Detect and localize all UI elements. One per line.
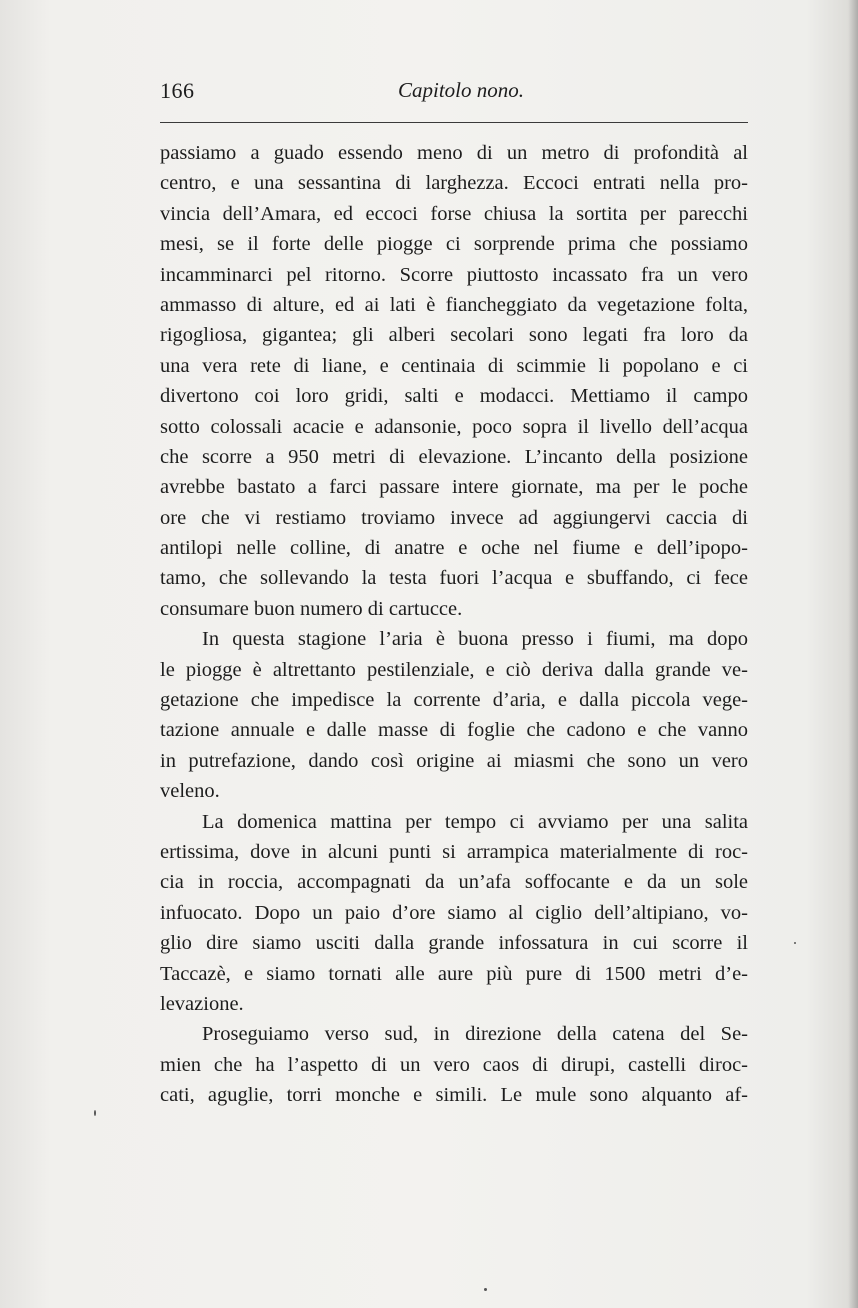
text-line: tamo, che sollevando la testa fuori l’acqua e sbuffando, ci fece <box>160 567 748 590</box>
text-line: infuocato. Dopo un paio d’ore siamo al ciglio dell’altipiano, vo- <box>160 901 748 924</box>
text-line: ertissima, dove in alcuni punti si arrampica materialmente di roc- <box>160 840 748 863</box>
text-line: glio dire siamo usciti dalla grande infossatura in cui scorre il <box>160 932 748 955</box>
text-line: mesi, se il forte delle piogge ci sorprende prima che possiamo <box>160 233 748 256</box>
text-line: consumare buon numero di cartucce. <box>160 597 463 620</box>
text-line: passiamo a guado essendo meno di un metro di profondità al <box>160 142 748 164</box>
text-line: le piogge è altrettanto pestilenziale, e ciò deriva dalla grande ve- <box>160 658 748 681</box>
text-line: cia in roccia, accompagnati da un’afa soffocante e da un sole <box>160 871 748 894</box>
paper-speck <box>94 1110 96 1116</box>
text-line: mien che ha l’aspetto di un vero caos di dirupi, castelli diroc- <box>160 1053 748 1076</box>
text-line: divertono coi loro gridi, salti e modacci. Mettiamo il campo <box>160 385 748 408</box>
text-line: rigogliosa, gigantea; gli alberi secolari sono legati fra loro da <box>160 324 748 347</box>
text-line: centro, e una sessantina di larghezza. Eccoci entrati nella pro- <box>160 172 748 195</box>
page-header <box>160 78 748 108</box>
paper-speck <box>484 1288 487 1291</box>
text-line: che scorre a 950 metri di elevazione. L’incanto della posizione <box>160 445 748 468</box>
text-line: getazione che impedisce la corrente d’aria, e dalla piccola vege- <box>160 689 748 712</box>
page-number: 166 <box>160 78 195 103</box>
running-title: Capitolo nono. <box>397 78 524 102</box>
text-line: incamminarci pel ritorno. Scorre piuttosto incassato fra un vero <box>160 263 748 286</box>
text-line: La domenica mattina per tempo ci avviamo per una salita <box>202 810 748 833</box>
text-line: ammasso di alture, ed ai lati è fiancheggiato da vegetazione folta, <box>160 293 748 316</box>
text-line: avrebbe bastato a farci passare intere giornate, ma per le poche <box>160 476 748 499</box>
text-line: una vera rete di liane, e centinaia di scimmie li popolano e ci <box>160 354 748 377</box>
text-line: antilopi nelle colline, di anatre e oche nel fiume e dell’ipopo- <box>160 537 748 560</box>
paper-speck <box>794 942 796 944</box>
text-line: Proseguiamo verso sud, in direzione della catena del Se- <box>202 1023 748 1046</box>
text-line: Taccazè, e siamo tornati alle aure più pure di 1500 metri d’e- <box>160 962 748 985</box>
text-line: veleno. <box>160 780 220 803</box>
text-line: tazione annuale e dalle masse di foglie che cadono e che vanno <box>160 719 748 742</box>
text-line: sotto colossali acacie e adansonie, poco sopra il livello dell’acqua <box>160 415 748 438</box>
page-edge-shadow <box>848 0 858 1308</box>
text-line: vincia dell’Amara, ed eccoci forse chiusa la sortita per parecchi <box>160 202 748 225</box>
text-line: levazione. <box>160 992 244 1015</box>
body-text <box>160 138 748 1111</box>
text-line: cati, aguglie, torri monche e simili. Le mule sono alquanto af- <box>160 1084 748 1107</box>
text-line: in putrefazione, dando così origine ai miasmi che sono un vero <box>160 749 748 772</box>
text-line: ore che vi restiamo troviamo invece ad aggiungervi caccia di <box>160 506 748 529</box>
text-line: In questa stagione l’aria è buona presso i fiumi, ma dopo <box>202 628 748 651</box>
header-rule <box>160 122 748 123</box>
